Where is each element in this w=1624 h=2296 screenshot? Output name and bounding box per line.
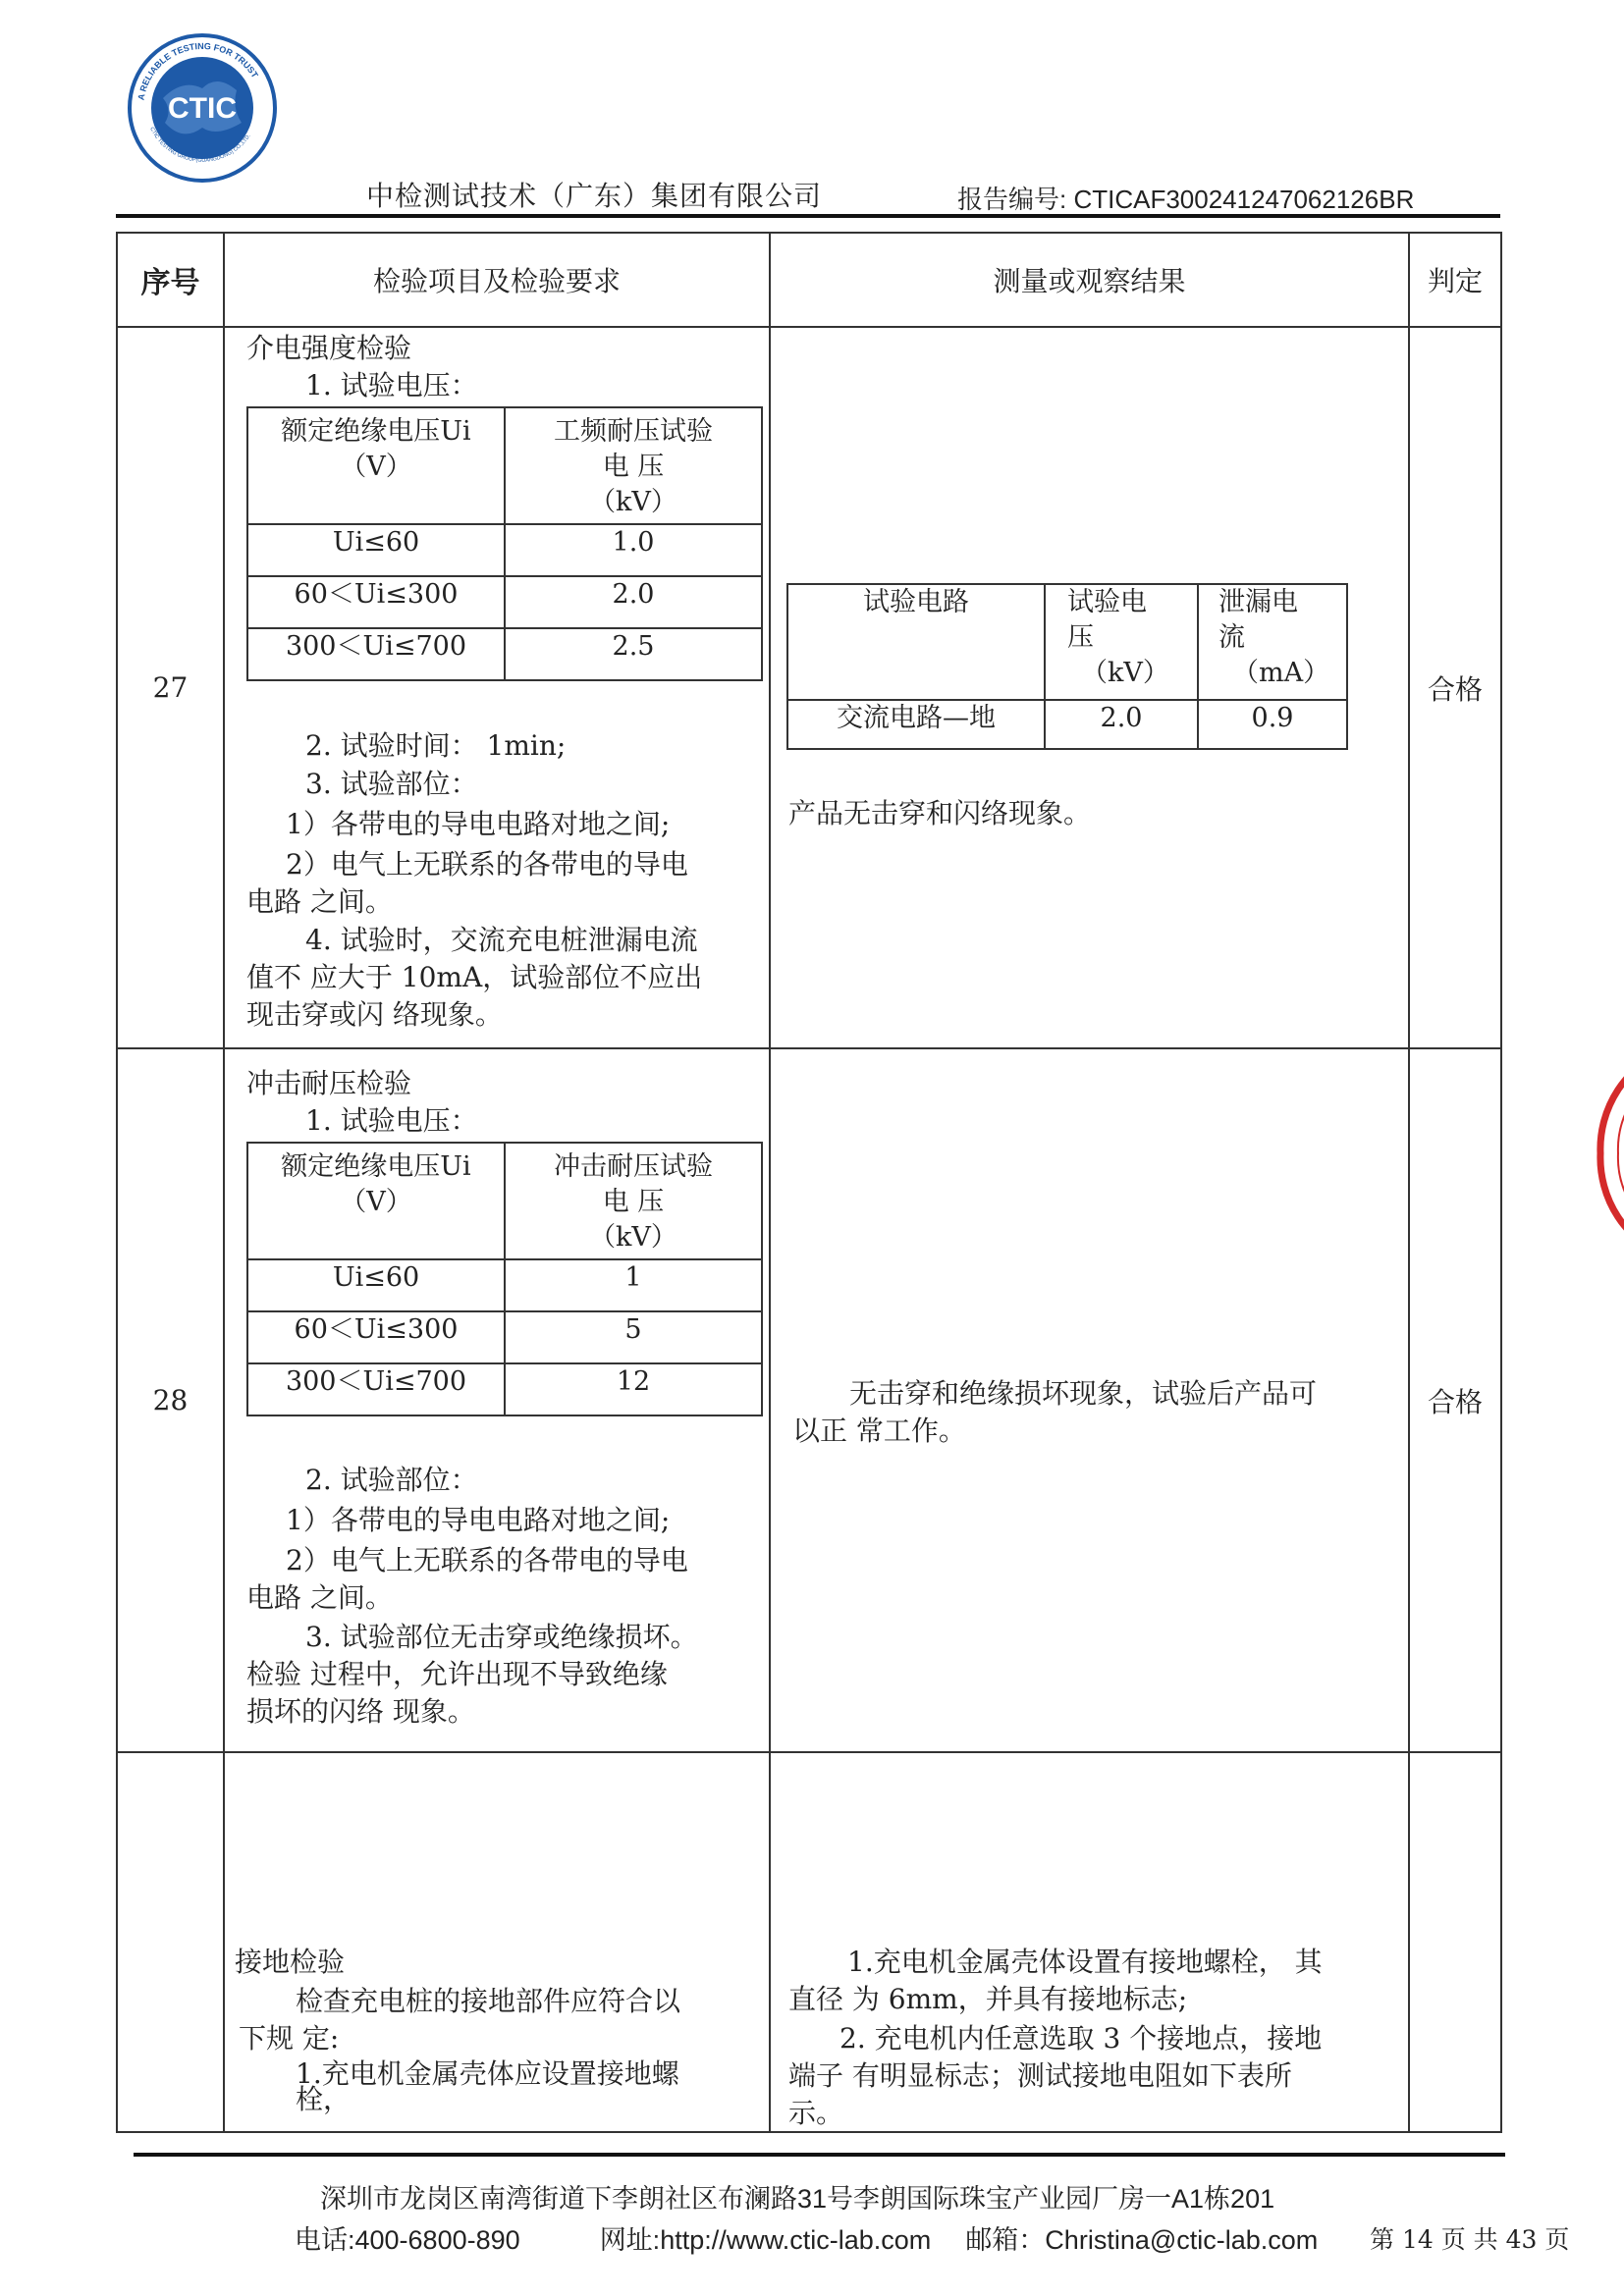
table-cell: 300＜Ui≤700 [247, 1363, 505, 1415]
result-line: 直径 为 6mm，并具有接地标志; [788, 1983, 1188, 2015]
row-number: 28 [117, 1048, 224, 1752]
voltage-table-head: 工频耐压试验 电 压 （kV） [505, 407, 762, 524]
footer-phone: 电话:400-6800-890 [295, 2225, 520, 2255]
req-line: 检查充电桩的接地部件应符合以 [296, 1985, 681, 2017]
requirement-cell [224, 1048, 770, 1752]
report-number: 报告编号: CTICAF300241247062126BR [957, 185, 1415, 214]
table-row [117, 1752, 1501, 2132]
result-table-head: 泄漏电 流 （mA） [1198, 584, 1347, 700]
row-number: 27 [117, 327, 224, 1048]
table-cell: 5 [505, 1311, 762, 1363]
header-requirement: 检验项目及检验要求 [224, 233, 770, 327]
req-line: 4. 试验时，交流充电桩泄漏电流 [305, 924, 698, 956]
footer-contact [295, 2218, 1318, 2257]
req-line: 1）各带电的导电电路对地之间; [286, 808, 671, 840]
result-line: 以正 常工作。 [792, 1415, 966, 1447]
result-cell [770, 1752, 1409, 2132]
req-line: 2）电气上无联系的各带电的导电 [286, 1544, 688, 1576]
result-table [786, 583, 1348, 750]
header-no: 序号 [117, 233, 224, 327]
result-table-head: 试验电 压 （kV） [1045, 584, 1198, 700]
footer-website[interactable]: 网址:http://www.ctic-lab.com [599, 2225, 932, 2255]
req-line: 电路 之间。 [246, 885, 393, 918]
page-number: 第 14 页 共 43 页 [1370, 2225, 1570, 2254]
verdict: 合格 [1409, 327, 1501, 1048]
req-line: 电路 之间。 [246, 1581, 393, 1614]
voltage-table-head: 额定绝缘电压Ui （V） [247, 1143, 505, 1259]
item-title: 介电强度检验 [246, 332, 412, 364]
table-cell: 1.0 [505, 524, 762, 576]
req-line: 1）各带电的导电电路对地之间; [286, 1504, 671, 1536]
req-line: 下规 定: [239, 2022, 340, 2055]
svg-text:CTIC TESTING GROUP(GUANGDONG): CTIC TESTING GROUP(GUANGDONG) CO.,LTD. [148, 126, 252, 164]
table-cell: Ui≤60 [247, 1259, 505, 1311]
result-cell [770, 1048, 1409, 1752]
req-line: 值不 应大于 10mA，试验部位不应出 [246, 961, 703, 993]
table-cell: 2.0 [1045, 700, 1198, 749]
req-line: 2）电气上无联系的各带电的导电 [286, 848, 688, 881]
table-row [117, 327, 1501, 1048]
result-line: 无击穿和绝缘损坏现象，试验后产品可 [849, 1377, 1318, 1410]
table-cell: 1 [505, 1259, 762, 1311]
requirement-cell [224, 1752, 770, 2132]
req-line: 栓， [296, 2083, 352, 2115]
req-line: 2. 试验部位： [305, 1464, 478, 1496]
req-line: 1. 试验电压： [305, 1104, 478, 1137]
table-cell: 2.0 [505, 576, 762, 628]
table-cell: 12 [505, 1363, 762, 1415]
footer-rule [134, 2153, 1505, 2157]
voltage-table [246, 1142, 763, 1416]
table-row [117, 1048, 1501, 1752]
result-line: 1.充电机金属壳体设置有接地螺栓， 其 [847, 1946, 1323, 1978]
req-line: 检验 过程中，允许出现不导致绝缘 [246, 1658, 668, 1690]
result-cell [770, 327, 1409, 1048]
svg-text:CTIC: CTIC [168, 92, 237, 125]
voltage-table [246, 406, 763, 681]
svg-text:A RELIABLE TESTING FOR TRUST: A RELIABLE TESTING FOR TRUST [135, 40, 260, 101]
req-line: 2. 试验时间： 1min; [305, 729, 567, 762]
req-line: 3. 试验部位无击穿或绝缘损坏。 [305, 1621, 698, 1653]
table-cell: Ui≤60 [247, 524, 505, 576]
voltage-table-head: 冲击耐压试验 电 压 （kV） [505, 1143, 762, 1259]
verdict [1409, 1752, 1501, 2132]
ctic-logo [124, 29, 281, 187]
req-line: 现击穿或闪 络现象。 [246, 998, 503, 1031]
table-cell: 300＜Ui≤700 [247, 628, 505, 680]
result-line: 示。 [788, 2097, 844, 2129]
footer-email[interactable]: 邮箱：Christina@ctic-lab.com [965, 2225, 1319, 2255]
company-name: 中检测试技术（广东）集团有限公司 [366, 180, 823, 212]
table-header-row [117, 233, 1501, 327]
requirement-cell [224, 327, 770, 1048]
item-title: 接地检验 [235, 1946, 346, 1978]
req-line: 1. 试验电压： [305, 369, 478, 401]
header-rule [116, 214, 1500, 218]
table-cell: 0.9 [1198, 700, 1347, 749]
result-line: 2. 充电机内任意选取 3 个接地点，接地 [839, 2022, 1323, 2055]
req-line: 损坏的闪络 现象。 [246, 1695, 475, 1728]
footer-address: 深圳市龙岗区南湾街道下李朗社区布澜路31号李朗国际珠宝产业园厂房一A1栋201 [320, 2184, 1275, 2214]
table-cell: 2.5 [505, 628, 762, 680]
header-result: 测量或观察结果 [770, 233, 1409, 327]
table-cell: 交流电路—地 [787, 700, 1045, 749]
seal-stamp-icon [1591, 1041, 1624, 1266]
table-cell: 60＜Ui≤300 [247, 1311, 505, 1363]
voltage-table-head: 额定绝缘电压Ui （V） [247, 407, 505, 524]
req-line: 3. 试验部位： [305, 768, 478, 800]
result-table-head: 试验电路 [787, 584, 1045, 700]
table-cell: 60＜Ui≤300 [247, 576, 505, 628]
header-verdict: 判定 [1409, 233, 1501, 327]
result-line: 端子 有明显标志；测试接地电阻如下表所 [788, 2059, 1292, 2092]
verdict: 合格 [1409, 1048, 1501, 1752]
req-line: 1.充电机金属壳体应设置接地螺 [296, 2057, 679, 2090]
inspection-table [116, 232, 1502, 2133]
item-title: 冲击耐压检验 [246, 1067, 412, 1099]
row-number [117, 1752, 224, 2132]
result-note: 产品无击穿和闪络现象。 [788, 797, 1092, 829]
